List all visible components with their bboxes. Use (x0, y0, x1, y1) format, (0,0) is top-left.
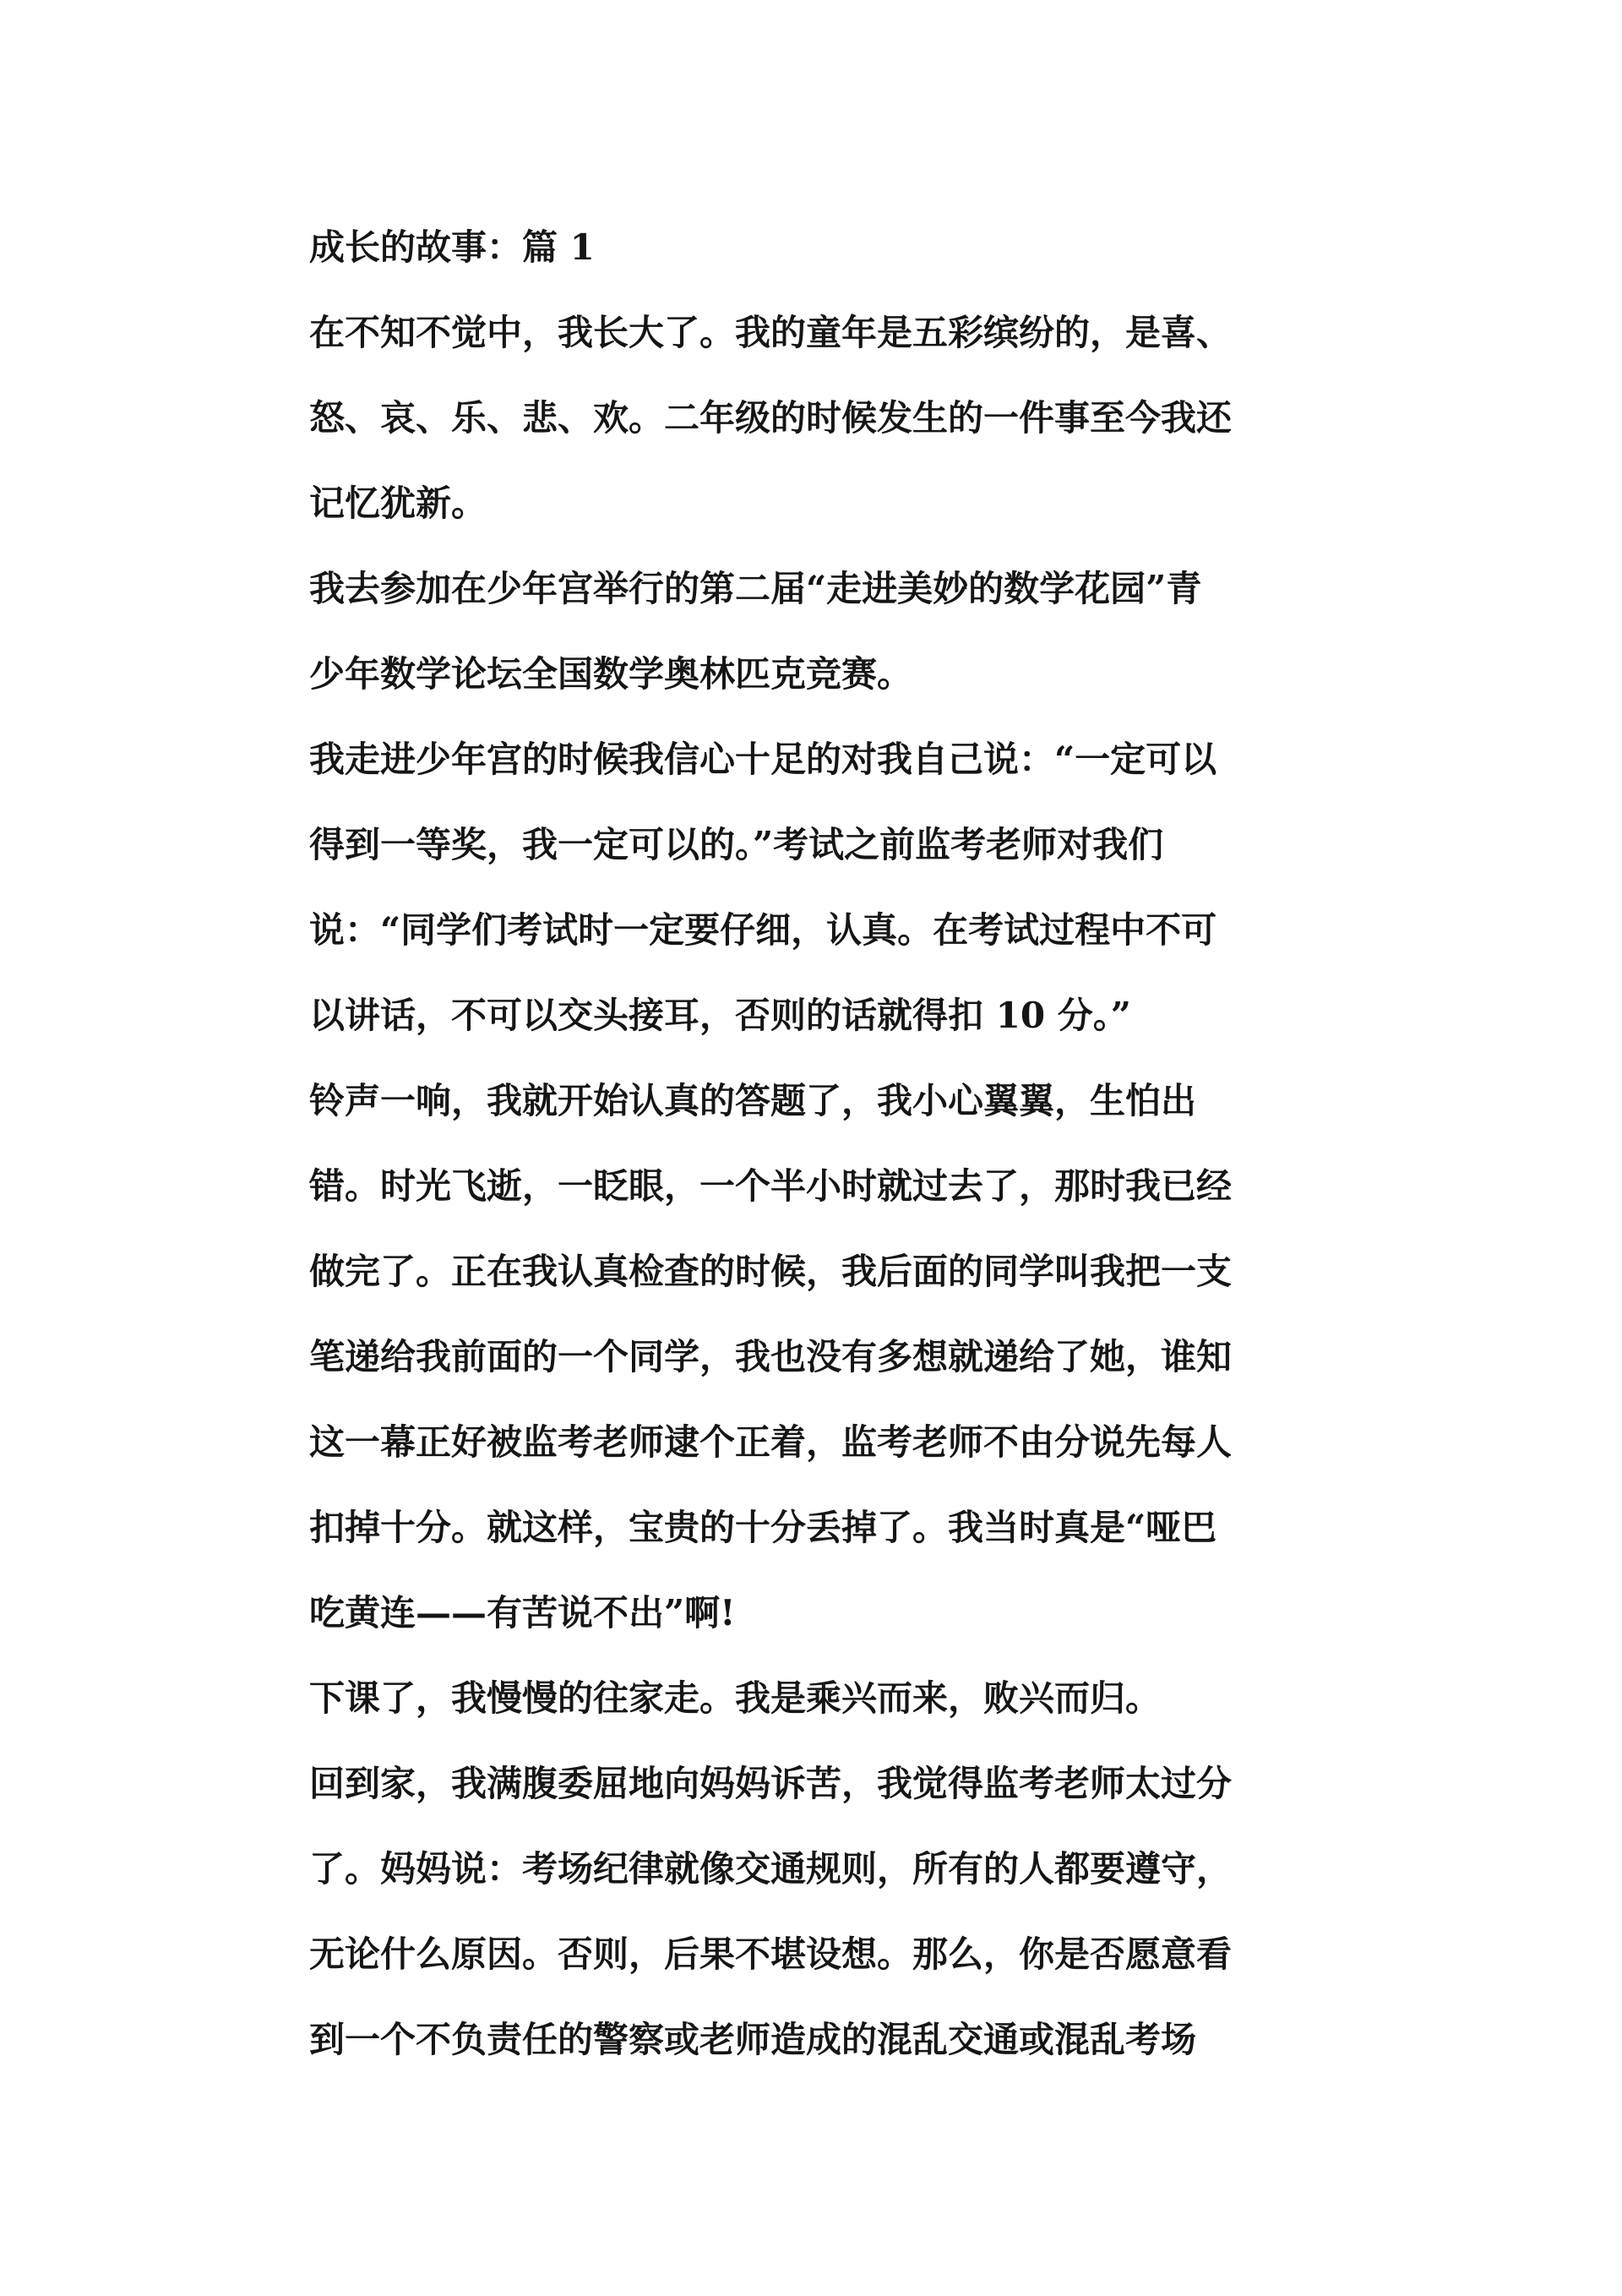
text-line: 到一个不负责任的警察或老师造成的混乱交通或混乱考场 (309, 2019, 1197, 2060)
text-line: 无论什么原因。否则，后果不堪设想。那么，你是否愿意看 (309, 1933, 1233, 1975)
text-line: 扣掉十分。就这样，宝贵的十分丢掉了。我当时真是“哑巴 (309, 1507, 1217, 1548)
text-line: 做完了。正在我认真检查的时候，我后面的同学叫我把一支 (309, 1251, 1233, 1292)
text-line: 了。妈妈说：考场纪律就像交通规则，所有的人都要遵守， (309, 1848, 1233, 1890)
text-line: 说：“同学们考试时一定要仔细，认真。在考试过程中不可 (309, 909, 1217, 951)
text-line: 铃声一响，我就开始认真的答题了，我小心翼翼，生怕出 (309, 1080, 1197, 1121)
text-line: 吃黄连——有苦说不出”啊! (309, 1592, 736, 1633)
text-line: 这一幕正好被监考老师逮个正着，监考老师不由分说先每人 (309, 1421, 1233, 1463)
document-body (309, 205, 1323, 2082)
text-line: 在不知不觉中，我长大了。我的童年是五彩缤纷的，是喜、 (309, 312, 1233, 353)
text-line: 笔递给我前面的一个同学，我也没有多想就递给了她，谁知 (309, 1336, 1233, 1377)
text-line: 记忆犹新。 (309, 483, 487, 524)
document-title: 成长的故事：篇 1 (309, 226, 595, 268)
text-line: 以讲话，不可以交头接耳，否则的话就得扣 10 分。” (309, 995, 1131, 1036)
text-line: 少年数学论坛全国数学奥林匹克竞赛。 (309, 653, 913, 695)
text-line: 我去参加在少年宫举行的第二届“走进美妙的数学花园”青 (309, 568, 1202, 609)
text-line: 怒、哀、乐、悲、欢。二年级的时候发生的一件事至今我还 (309, 397, 1233, 439)
text-line: 回到家，我满腹委屈地向妈妈诉苦，我觉得监考老师太过分 (309, 1763, 1233, 1804)
text-line: 得到一等奖，我一定可以的。”考试之前监考老师对我们 (309, 824, 1164, 865)
text-line: 下课了，我慢慢的往家走。我是乘兴而来，败兴而归。 (309, 1677, 1162, 1719)
text-line: 我走进少年宫的时候我信心十足的对我自己说：“一定可以 (309, 739, 1217, 780)
text-line: 错。时光飞逝，一眨眼，一个半小时就过去了，那时我已经 (309, 1165, 1233, 1207)
